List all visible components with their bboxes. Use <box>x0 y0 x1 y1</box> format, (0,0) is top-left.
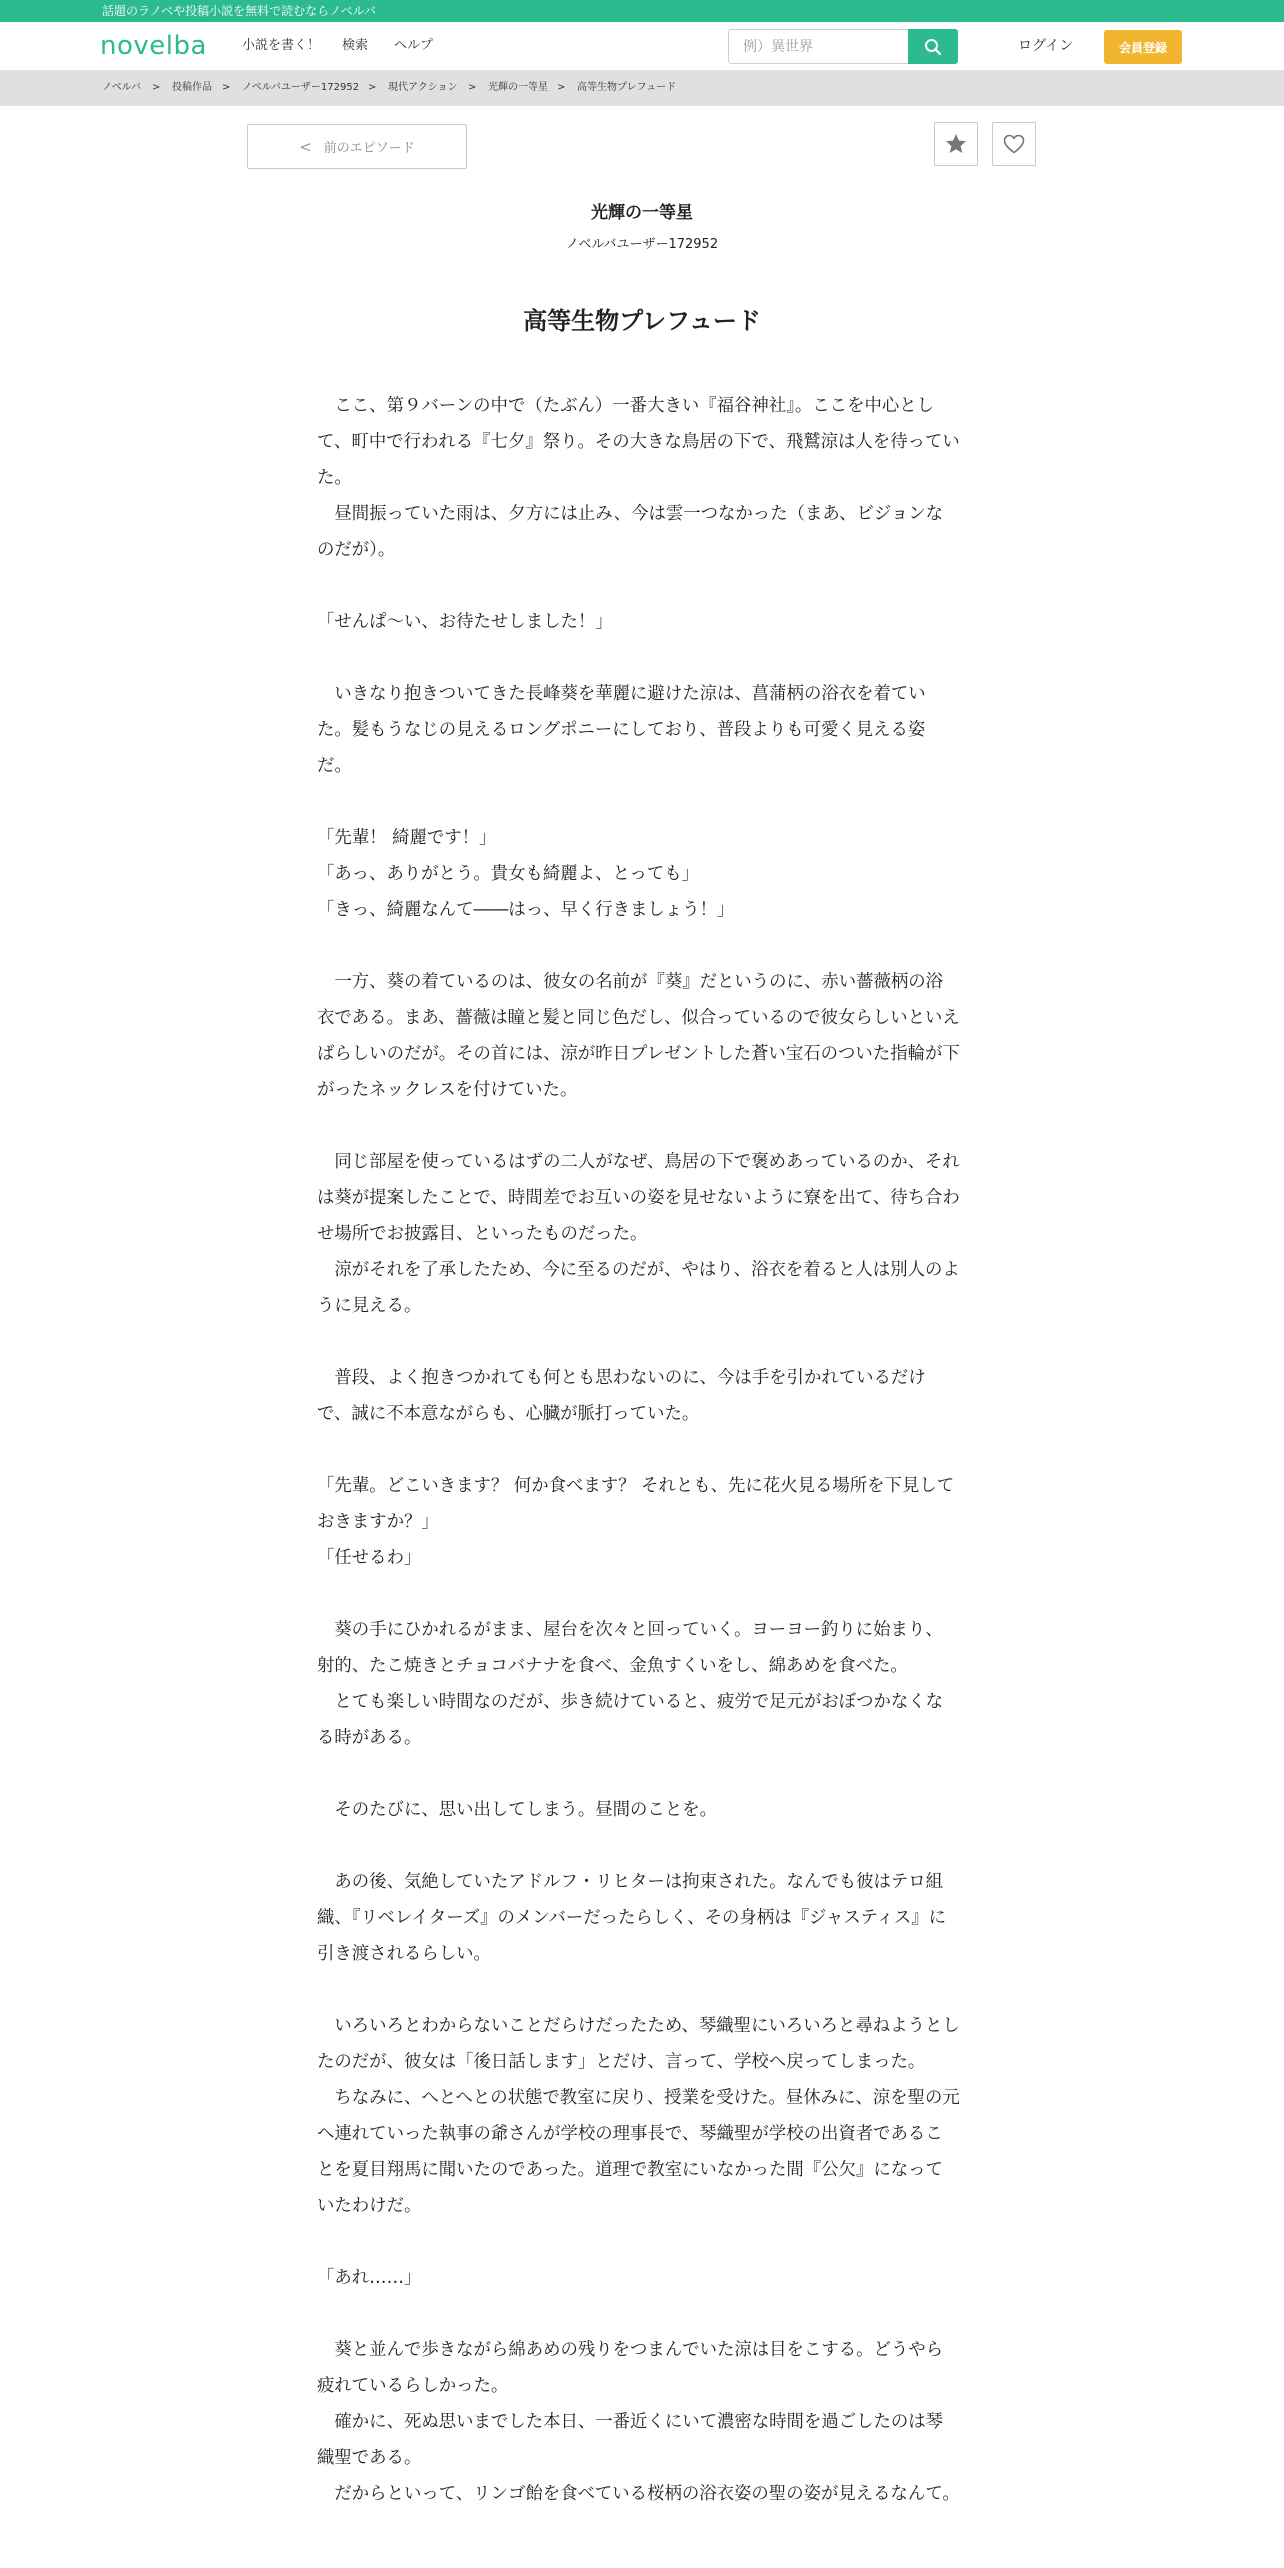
breadcrumb-separator: > <box>222 82 231 93</box>
body-paragraph: 確かに、死ぬ思いまでした本日、一番近くにいて濃密な時間を過ごしたのは琴織聖である。 <box>317 2412 944 2468</box>
body-paragraph: 普段、よく抱きつかれても何とも思わないのに、今は手を引かれているだけで、誠に不本意ながらも、心臓が脈打っていた。 <box>317 1368 926 1424</box>
paragraph-spacer <box>317 928 960 964</box>
body-paragraph: 葵の手にひかれるがまま、屋台を次々と回っていく。ヨーヨー釣りに始まり、射的、たこ焼きとチョコバナナを食べ、金魚すくいをし、綿あめを食べた。 <box>317 1620 943 1676</box>
episode-title: 高等生物プレフュード <box>523 307 761 335</box>
body-paragraph: だからといって、リンゴ飴を食べている桜柄の浴衣姿の聖の姿が見えるなんて。 <box>317 2484 960 2504</box>
body-paragraph: ちなみに、へとへとの状態で教室に戻り、授業を受けた。昼休みに、涼を聖の元へ連れていった執事の爺さんが学校の理事長で、琴織聖が学校の出資者であることを夏目翔馬に聞いたのであった。道理で教室にいなかった間『公欠』になっていたわけだ。 <box>317 2088 960 2216</box>
body-paragraph: ここ、第９バーンの中で（たぶん）一番大きい『福谷神社』。ここを中心として、町中で行われる『七夕』祭り。その大きな鳥居の下で、飛鷲涼は人を待っていた。 <box>317 396 960 488</box>
paragraph-spacer <box>317 1576 960 1612</box>
signup-button[interactable]: 会員登録 <box>1104 30 1182 64</box>
body-paragraph: 葵と並んで歩きながら綿あめの残りをつまんでいた涼は目をこする。どうやら疲れているらしかった。 <box>317 2340 944 2396</box>
body-paragraph: 「先輩！ 綺麗です！」 <box>317 828 497 848</box>
body-paragraph: 涼がそれを了承したため、今に至るのだが、やはり、浴衣を着ると人は別人のように見える。 <box>317 1260 960 1316</box>
nav-write-novel[interactable]: 小説を書く！ <box>242 38 321 53</box>
paragraph-spacer <box>317 1972 960 2008</box>
body-paragraph: 同じ部屋を使っているはずの二人がなぜ、鳥居の下で褒めあっているのか、それは葵が提案したことで、時間差でお互いの姿を見せないように寮を出て、待ち合わせ場所でお披露目、といったものだった。 <box>317 1152 960 1244</box>
breadcrumb-episode: 高等生物プレフュード <box>577 82 677 93</box>
star-icon <box>944 132 968 156</box>
breadcrumb-work[interactable]: 光輝の一等星 <box>488 82 548 93</box>
episode-body <box>317 388 960 2512</box>
login-link[interactable]: ログイン <box>1018 38 1074 54</box>
body-paragraph: とても楽しい時間なのだが、歩き続けていると、疲労で足元がおぼつかなくなる時がある。 <box>317 1692 944 1748</box>
paragraph-spacer <box>317 1828 960 1864</box>
body-paragraph: いきなり抱きついてきた長峰葵を華麗に避けた涼は、菖蒲柄の浴衣を着ていた。髪もうなじの見えるロングポニーにしており、普段よりも可愛く見える姿だ。 <box>317 684 926 776</box>
breadcrumb-author[interactable]: ノベルバユーザー172952 <box>242 82 360 93</box>
search-icon <box>924 38 942 56</box>
body-paragraph: いろいろとわからないことだらけだったため、琴織聖にいろいろと尋ねようとしたのだが、彼女は「後日話します」とだけ、言って、学校へ戻ってしまった。 <box>317 2016 960 2072</box>
breadcrumb-genre[interactable]: 現代アクション <box>388 82 458 93</box>
body-paragraph: 「あれ……」 <box>317 2268 422 2288</box>
heart-icon <box>1002 132 1026 156</box>
breadcrumb <box>0 70 1284 106</box>
paragraph-spacer <box>317 1108 960 1144</box>
body-paragraph: 昼間振っていた雨は、夕方には止み、今は雲一つなかった（まあ、ビジョンなのだが）。 <box>317 504 944 560</box>
paragraph-spacer <box>317 1432 960 1468</box>
breadcrumb-separator: > <box>368 82 377 93</box>
paragraph-spacer <box>317 568 960 604</box>
body-paragraph: 「せんぱ～い、お待たせしました！」 <box>317 612 613 632</box>
top-tagline-bar <box>0 0 1284 22</box>
prev-episode-label: 前のエピソード <box>323 141 415 156</box>
breadcrumb-separator: > <box>468 82 477 93</box>
work-title[interactable]: 光輝の一等星 <box>591 203 693 223</box>
search-input[interactable] <box>728 29 908 64</box>
paragraph-spacer <box>317 1324 960 1360</box>
author-name[interactable]: ノベルバユーザー172952 <box>565 237 719 252</box>
breadcrumb-separator: > <box>152 82 161 93</box>
body-paragraph: 「先輩。どこいきます？ 何か食べます？ それとも、先に花火見る場所を下見しておきますか？」 <box>317 1476 955 1532</box>
novelba-logo[interactable]: novelba <box>100 31 207 61</box>
breadcrumb-home[interactable]: ノベルバ <box>102 82 141 93</box>
paragraph-spacer <box>317 1756 960 1792</box>
breadcrumb-works[interactable]: 投稿作品 <box>172 82 212 93</box>
paragraph-spacer <box>317 2296 960 2332</box>
paragraph-spacer <box>317 2224 960 2260</box>
favorite-star-button[interactable] <box>934 122 978 166</box>
like-heart-button[interactable] <box>992 122 1036 166</box>
body-paragraph: 一方、葵の着ているのは、彼女の名前が『葵』だというのに、赤い薔薇柄の浴衣である。まあ、薔薇は瞳と髪と同じ色だし、似合っているので彼女らしいといえばらしいのだが。その首には、涼が昨日プレゼントした蒼い宝石のついた指輪が下がったネックレスを付けていた。 <box>317 972 960 1100</box>
body-paragraph: 「きっ、綺麗なんて――はっ、早く行きましょう！」 <box>317 900 735 920</box>
nav-help[interactable]: ヘルプ <box>394 38 434 53</box>
prev-episode-button[interactable] <box>247 124 467 169</box>
tagline-text: 話題のラノベや投稿小説を無料で読むならノベルバ <box>102 4 376 18</box>
paragraph-spacer <box>317 784 960 820</box>
body-paragraph: そのたびに、思い出してしまう。昼間のことを。 <box>317 1800 717 1820</box>
nav-search[interactable]: 検索 <box>342 38 369 53</box>
body-paragraph: あの後、気絶していたアドルフ・リヒターは拘束された。なんでも彼はテロ組織、『リベレイターズ』のメンバーだったらしく、その身柄は『ジャスティス』に引き渡されるらしい。 <box>317 1872 947 1964</box>
paragraph-spacer <box>317 640 960 676</box>
site-header <box>0 22 1284 70</box>
body-paragraph: 「任せるわ」 <box>317 1548 422 1568</box>
chevron-left-icon: < <box>299 137 312 156</box>
search-button[interactable] <box>908 29 958 64</box>
body-paragraph: 「あっ、ありがとう。貴女も綺麗よ、とっても」 <box>317 864 700 884</box>
breadcrumb-separator: > <box>557 82 566 93</box>
